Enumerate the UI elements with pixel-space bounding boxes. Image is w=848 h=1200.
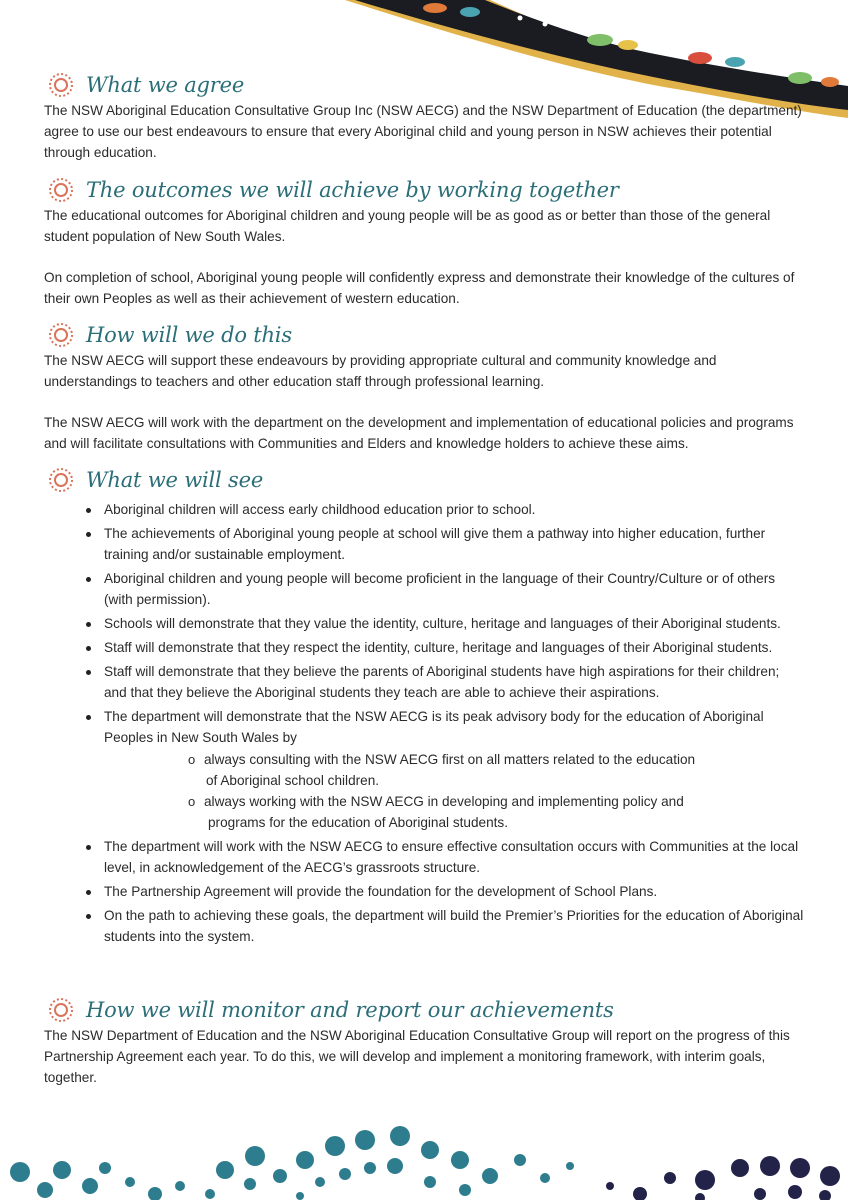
sub-bullet-icon: o bbox=[188, 794, 196, 809]
heading-text: The outcomes we will achieve by working together bbox=[86, 178, 619, 202]
sub-bullet-icon: o bbox=[188, 752, 196, 767]
sun-circle-icon bbox=[46, 465, 76, 495]
teal-dots bbox=[10, 1126, 574, 1200]
paragraph: The NSW AECG will support these endeavours by providing appropriate cultural and community knowledge and understandings to teachers and other education staff through professional learning. bbox=[44, 353, 717, 389]
paragraph: The educational outcomes for Aboriginal children and young people will be as good as or better than those of the general student population of New South Wales. bbox=[44, 208, 771, 244]
section-monitor-report bbox=[44, 995, 804, 1088]
bullet-icon bbox=[86, 890, 91, 895]
section-heading bbox=[46, 465, 804, 495]
sun-circle-icon bbox=[46, 175, 76, 205]
section-heading bbox=[46, 70, 804, 100]
sun-circle-icon bbox=[46, 70, 76, 100]
list-item: The department will work with the NSW AECG to ensure effective consultation occurs with Communities at the local level, in acknowledgement of the AECG’s grassroots structure. bbox=[44, 836, 804, 878]
section-how-will-we-do-this bbox=[44, 320, 804, 454]
sun-circle-icon bbox=[46, 995, 76, 1025]
sub-list-item: o always consulting with the NSW AECG first on all matters related to the education of Aboriginal school children. bbox=[104, 749, 804, 791]
list-item: Aboriginal children will access early childhood education prior to school. bbox=[44, 499, 804, 520]
bottom-dot-pattern bbox=[0, 1120, 848, 1200]
sub-list bbox=[104, 749, 804, 833]
section-what-we-will-see bbox=[44, 465, 804, 950]
list-item: Staff will demonstrate that they believe the parents of Aboriginal students have high aspirations for their children; and that they believe the Aboriginal students they teach are able to achieve their aspirations. bbox=[44, 661, 804, 703]
sun-circle-icon bbox=[46, 320, 76, 350]
section-heading bbox=[46, 175, 804, 205]
bullet-icon bbox=[86, 622, 91, 627]
bullet-icon bbox=[86, 670, 91, 675]
list-item: The Partnership Agreement will provide the foundation for the development of School Plans. bbox=[44, 881, 804, 902]
list-item: The achievements of Aboriginal young people at school will give them a pathway into higher education, further training and/or sustainable employment. bbox=[44, 523, 804, 565]
bullet-icon bbox=[86, 914, 91, 919]
bullet-icon bbox=[86, 715, 91, 720]
heading-text: What we will see bbox=[86, 468, 264, 492]
bullet-icon bbox=[86, 845, 91, 850]
list-item: The department will demonstrate that the NSW AECG is its peak advisory body for the education of Aboriginal Peoples in New South Wales by o always consulting with the NSW AECG first on all matters related to the education of Aboriginal school children. o always working with the NSW AECG in developing and implementing policy and programs for the education of Aboriginal students. bbox=[44, 706, 804, 833]
paragraph: The NSW AECG will work with the department on the development and implementation of educational policies and programs and will facilitate consultations with Communities and Elders and knowledge holders to achieve these aims. bbox=[44, 415, 794, 451]
heading-text: How will we do this bbox=[86, 323, 292, 347]
bullet-icon bbox=[86, 646, 91, 651]
section-heading bbox=[46, 320, 804, 350]
sub-list-item: o always working with the NSW AECG in developing and implementing policy and programs for the education of Aboriginal students. bbox=[104, 791, 804, 833]
bullet-icon bbox=[86, 577, 91, 582]
list-item: Schools will demonstrate that they value the identity, culture, heritage and languages of their Aboriginal students. bbox=[44, 613, 804, 634]
bullet-icon bbox=[86, 532, 91, 537]
list-item: On the path to achieving these goals, the department will build the Premier’s Priorities for the education of Aboriginal students into the system. bbox=[44, 905, 804, 947]
section-heading bbox=[46, 995, 804, 1025]
bullet-icon bbox=[86, 508, 91, 513]
heading-text: How we will monitor and report our achievements bbox=[86, 998, 614, 1022]
bullet-list bbox=[44, 499, 804, 947]
navy-dots bbox=[606, 1156, 840, 1200]
list-item: Staff will demonstrate that they respect the identity, culture, heritage and languages of their Aboriginal students. bbox=[44, 637, 804, 658]
list-item: Aboriginal children and young people will become proficient in the language of their Country/Culture or of others (with permission). bbox=[44, 568, 804, 610]
heading-text: What we agree bbox=[86, 73, 245, 97]
section-what-we-agree bbox=[44, 70, 804, 163]
paragraph: On completion of school, Aboriginal young people will confidently express and demonstrate their knowledge of the cultures of their own Peoples as well as their achievement of western education. bbox=[44, 270, 795, 306]
section-outcomes bbox=[44, 175, 804, 309]
paragraph: The NSW Department of Education and the NSW Aboriginal Education Consultative Group will report on the progress of this Partnership Agreement each year. To do this, we will develop and implement a monitoring framework, with interim goals, together. bbox=[44, 1028, 790, 1085]
paragraph: The NSW Aboriginal Education Consultative Group Inc (NSW AECG) and the NSW Department of Education (the department) agree to use our best endeavours to ensure that every Aboriginal child and young person in NSW achieves their potential through education. bbox=[44, 103, 802, 160]
